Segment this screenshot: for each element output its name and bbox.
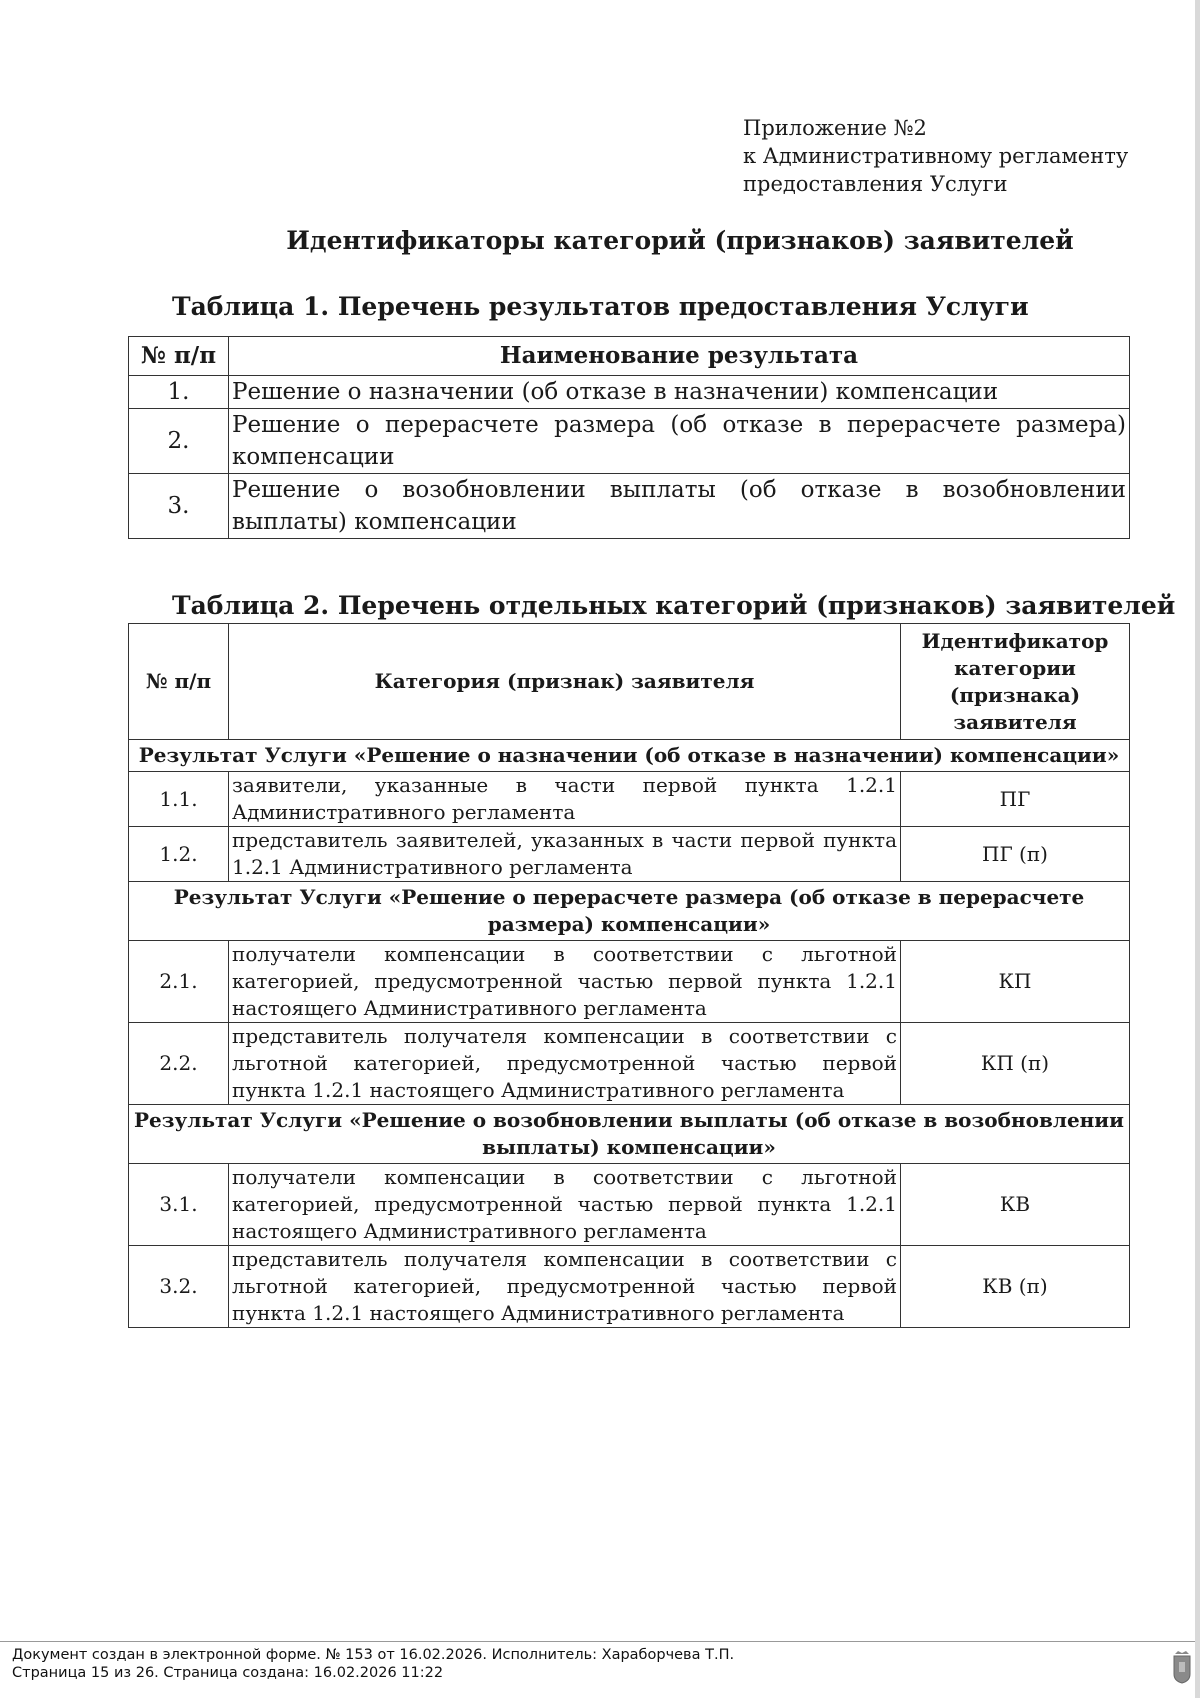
footer-divider — [0, 1641, 1195, 1642]
appendix-line-2: к Административному регламенту — [743, 144, 1129, 168]
footer-line-2: Страница 15 из 26. Страница создана: 16.02.2026 11:22 — [12, 1665, 444, 1681]
appendix-line-1: Приложение №2 — [743, 116, 927, 140]
row-number: 1. — [129, 376, 229, 409]
row-text: Решение о назначении (об отказе в назначении) компенсации — [229, 376, 1130, 409]
row-number: 3.2. — [129, 1246, 229, 1328]
row-identifier: КП (п) — [901, 1023, 1130, 1105]
table1-caption: Таблица 1. Перечень результатов предоставления Услуги — [172, 292, 1029, 321]
results-table — [128, 336, 1130, 539]
categories-table — [128, 623, 1130, 1328]
table-row — [129, 409, 1130, 474]
row-identifier: ПГ (п) — [901, 827, 1130, 882]
row-identifier: ПГ — [901, 772, 1130, 827]
table-row — [129, 376, 1130, 409]
row-category: заявители, указанные в части первой пункта 1.2.1 Административного регламента — [229, 772, 901, 827]
row-number: 1.1. — [129, 772, 229, 827]
table-row — [129, 772, 1130, 827]
document-footer — [12, 1646, 734, 1682]
appendix-line-3: предоставления Услуги — [743, 172, 1008, 196]
column-header-number: № п/п — [129, 624, 229, 740]
table-row — [129, 827, 1130, 882]
row-category: представитель получателя компенсации в соответствии с льготной категорией, предусмотренной частью первой пункта 1.2.1 настоящего Административного регламента — [229, 1246, 901, 1328]
row-category: получатели компенсации в соответствии с льготной категорией, предусмотренной частью первой пункта 1.2.1 настоящего Административного регламента — [229, 941, 901, 1023]
section-row — [129, 740, 1130, 772]
table-row — [129, 1023, 1130, 1105]
section-title: Результат Услуги «Решение о перерасчете размера (об отказе в перерасчете размера) компенсации» — [129, 882, 1130, 941]
table-header-row — [129, 624, 1130, 740]
row-identifier: КВ — [901, 1164, 1130, 1246]
row-number: 1.2. — [129, 827, 229, 882]
row-number: 2.1. — [129, 941, 229, 1023]
table-row — [129, 1246, 1130, 1328]
row-text: Решение о перерасчете размера (об отказе в перерасчете размера) компенсации — [229, 409, 1130, 474]
table-row — [129, 1164, 1130, 1246]
appendix-note — [743, 114, 1128, 198]
row-category: представитель получателя компенсации в соответствии с льготной категорией, предусмотренной частью первой пункта 1.2.1 настоящего Административного регламента — [229, 1023, 901, 1105]
row-number: 2.2. — [129, 1023, 229, 1105]
table2-caption: Таблица 2. Перечень отдельных категорий (признаков) заявителей — [172, 591, 1176, 620]
row-identifier: КП — [901, 941, 1130, 1023]
table-row — [129, 474, 1130, 539]
row-identifier: КВ (п) — [901, 1246, 1130, 1328]
section-row — [129, 882, 1130, 941]
column-header-result-name: Наименование результата — [229, 337, 1130, 376]
footer-line-1: Документ создан в электронной форме. № 153 от 16.02.2026. Исполнитель: Хараборчева Т.П. — [12, 1647, 735, 1663]
page-title: Идентификаторы категорий (признаков) заявителей — [286, 226, 1074, 255]
table-row — [129, 941, 1130, 1023]
coat-of-arms-icon — [1172, 1650, 1192, 1684]
section-row — [129, 1105, 1130, 1164]
row-number: 3. — [129, 474, 229, 539]
column-header-category: Категория (признак) заявителя — [229, 624, 901, 740]
row-number: 2. — [129, 409, 229, 474]
section-title: Результат Услуги «Решение о назначении (об отказе в назначении) компенсации» — [129, 740, 1130, 772]
column-header-number: № п/п — [129, 337, 229, 376]
column-header-identifier: Идентификатор категории (признака) заявителя — [901, 624, 1130, 740]
row-category: представитель заявителей, указанных в части первой пункта 1.2.1 Административного регламента — [229, 827, 901, 882]
table-header-row — [129, 337, 1130, 376]
row-text: Решение о возобновлении выплаты (об отказе в возобновлении выплаты) компенсации — [229, 474, 1130, 539]
row-category: получатели компенсации в соответствии с льготной категорией, предусмотренной частью первой пункта 1.2.1 настоящего Административного регламента — [229, 1164, 901, 1246]
row-number: 3.1. — [129, 1164, 229, 1246]
section-title: Результат Услуги «Решение о возобновлении выплаты (об отказе в возобновлении выплаты) компенсации» — [129, 1105, 1130, 1164]
